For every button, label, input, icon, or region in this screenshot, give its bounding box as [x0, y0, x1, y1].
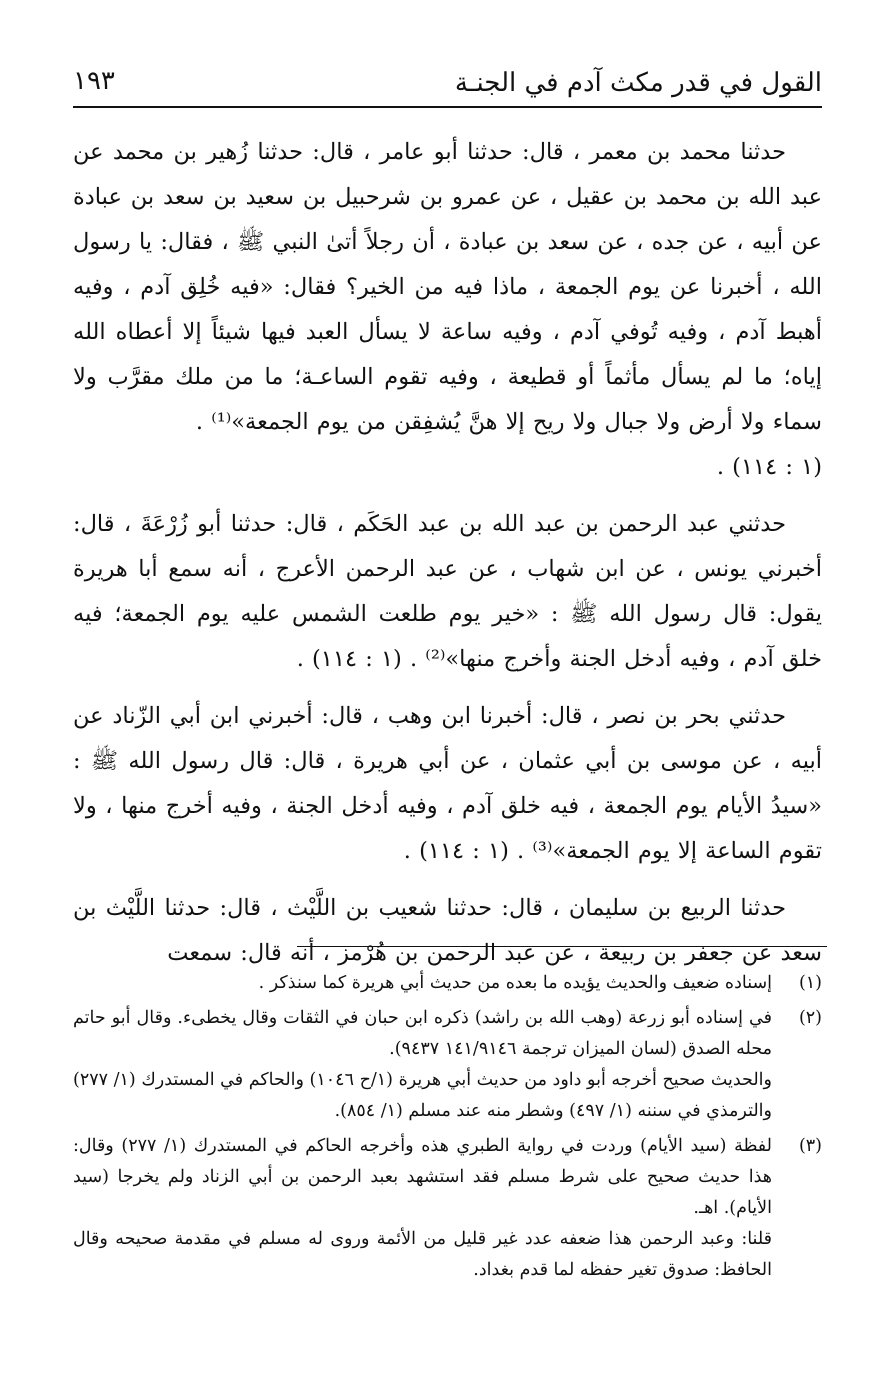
footnote-text: قلنا: وعبد الرحمن هذا ضعفه عدد غير قليل من الأئمة وروى له مسلم في مقدمة صحيحه وقال الحافظ: صدوق تغير حفظه لما قدم بغداد. [73, 1229, 772, 1280]
hadith-paragraph: حدثني بحر بن نصر ، قال: أخبرنا ابن وهب ، قال: أخبرني ابن أبي الزّناد عن أبيه ، عن موسى بن أبي عثمان ، عن أبي هريرة ، قال: قال رسول الله ﷺ : «سيدُ الأيام يوم الجمعة ، فيه خلق آدم ، وفيه أدخل الجنة ، وفيه أخرج منها ، ولا تقوم الساعة إلا يوم الجمعة»⁽³⁾ . (١ : ١١٤) . [73, 703, 822, 864]
footnote [73, 1131, 822, 1286]
footnote-text: والحديث صحيح أخرجه أبو داود من حديث أبي هريرة (١/ح ١٠٤٦) والحاكم في المستدرك (١/ ٢٧٧) والترمذي في سننه (١/ ٤٩٧) وشطر منه عند مسلم (١/ ٨٥٤). [73, 1070, 772, 1121]
footnote-text: لفظة (سيد الأيام) وردت في رواية الطبري هذه وأخرجه الحاكم في المستدرك (١/ ٢٧٧) وقال: هذا حديث صحيح على شرط مسلم فقد استشهد بعبد الرحمن بن أبي الزناد ولم يخرجا (سيد الأيام). اهـ. [73, 1136, 772, 1218]
footnote [73, 1003, 822, 1127]
footnote-text: إسناده ضعيف والحديث يؤيده ما بعده من حديث أبي هريرة كما سنذكر . [258, 973, 772, 993]
main-text [73, 130, 822, 988]
hadith-paragraph: حدثنا محمد بن معمر ، قال: حدثنا أبو عامر ، قال: حدثنا زُهير بن محمد عن عبد الله بن محمد بن عقيل ، عن عمرو بن شرحبيل بن سعيد بن سعد بن عبادة عن أبيه ، عن جده ، عن سعد بن عبادة ، أن رجلاً أتىٰ النبي ﷺ ، فقال: يا رسول الله ، أخبرنا عن يوم الجمعة ، ماذا فيه من الخير؟ فقال: «فيه خُلِق آدم ، وفيه أهبط آدم ، وفيه تُوفي آدم ، وفيه ساعة لا يسأل العبد فيها شيئاً إلا أعطاه الله إياه؛ ما لم يسأل مأثماً أو قطيعة ، وفيه تقوم الساعـة؛ ما من ملك مقرَّب ولا سماء ولا أرض ولا جبال ولا ريح إلا هنَّ يُشفِقن من يوم الجمعة»⁽¹⁾ . [73, 139, 822, 435]
footnotes [73, 968, 822, 1290]
hadith-paragraph: حدثنا الربيع بن سليمان ، قال: حدثنا شعيب بن اللَّيْث ، قال: حدثنا اللَّيْث بن سعد عن جعفر بن ربيعة ، عن عبد الرحمن بن هُرْمز ، أنه قال: سمعت [73, 895, 822, 966]
reference-line: (١ : ١١٤) . [716, 454, 822, 480]
hadith-paragraph: حدثني عبد الرحمن بن عبد الله بن عبد الحَكَم ، قال: حدثنا أبو زُرْعَةَ ، قال: أخبرني يونس ، عن ابن شهاب ، عن عبد الرحمن الأعرج ، أنه سمع أبا هريرة يقول: قال رسول الله ﷺ : «خير يوم طلعت الشمس عليه يوم الجمعة؛ فيه خلق آدم ، وفيه أدخل الجنة وأخرج منها»⁽²⁾ . (١ : ١١٤) . [73, 511, 822, 672]
page-number: ١٩٣ [73, 66, 115, 96]
footnote-number: (٣) [798, 1136, 822, 1156]
footnote-number: (١) [798, 973, 822, 993]
running-title: القول في قدر مكث آدم في الجنـة [454, 68, 822, 98]
footnote-text: في إسناده أبو زرعة (وهب الله بن راشد) ذكره ابن حبان في الثقات وقال يخطىء. وقال أبو حاتم محله الصدق (لسان الميزان ترجمة ١٤١/٩١٤٦ ٩٤٣٧). [73, 1008, 772, 1059]
page-header [73, 62, 822, 106]
header-divider [73, 106, 822, 108]
footnote-divider [297, 946, 827, 947]
footnote-number: (٢) [798, 1008, 822, 1028]
footnote [73, 968, 822, 999]
